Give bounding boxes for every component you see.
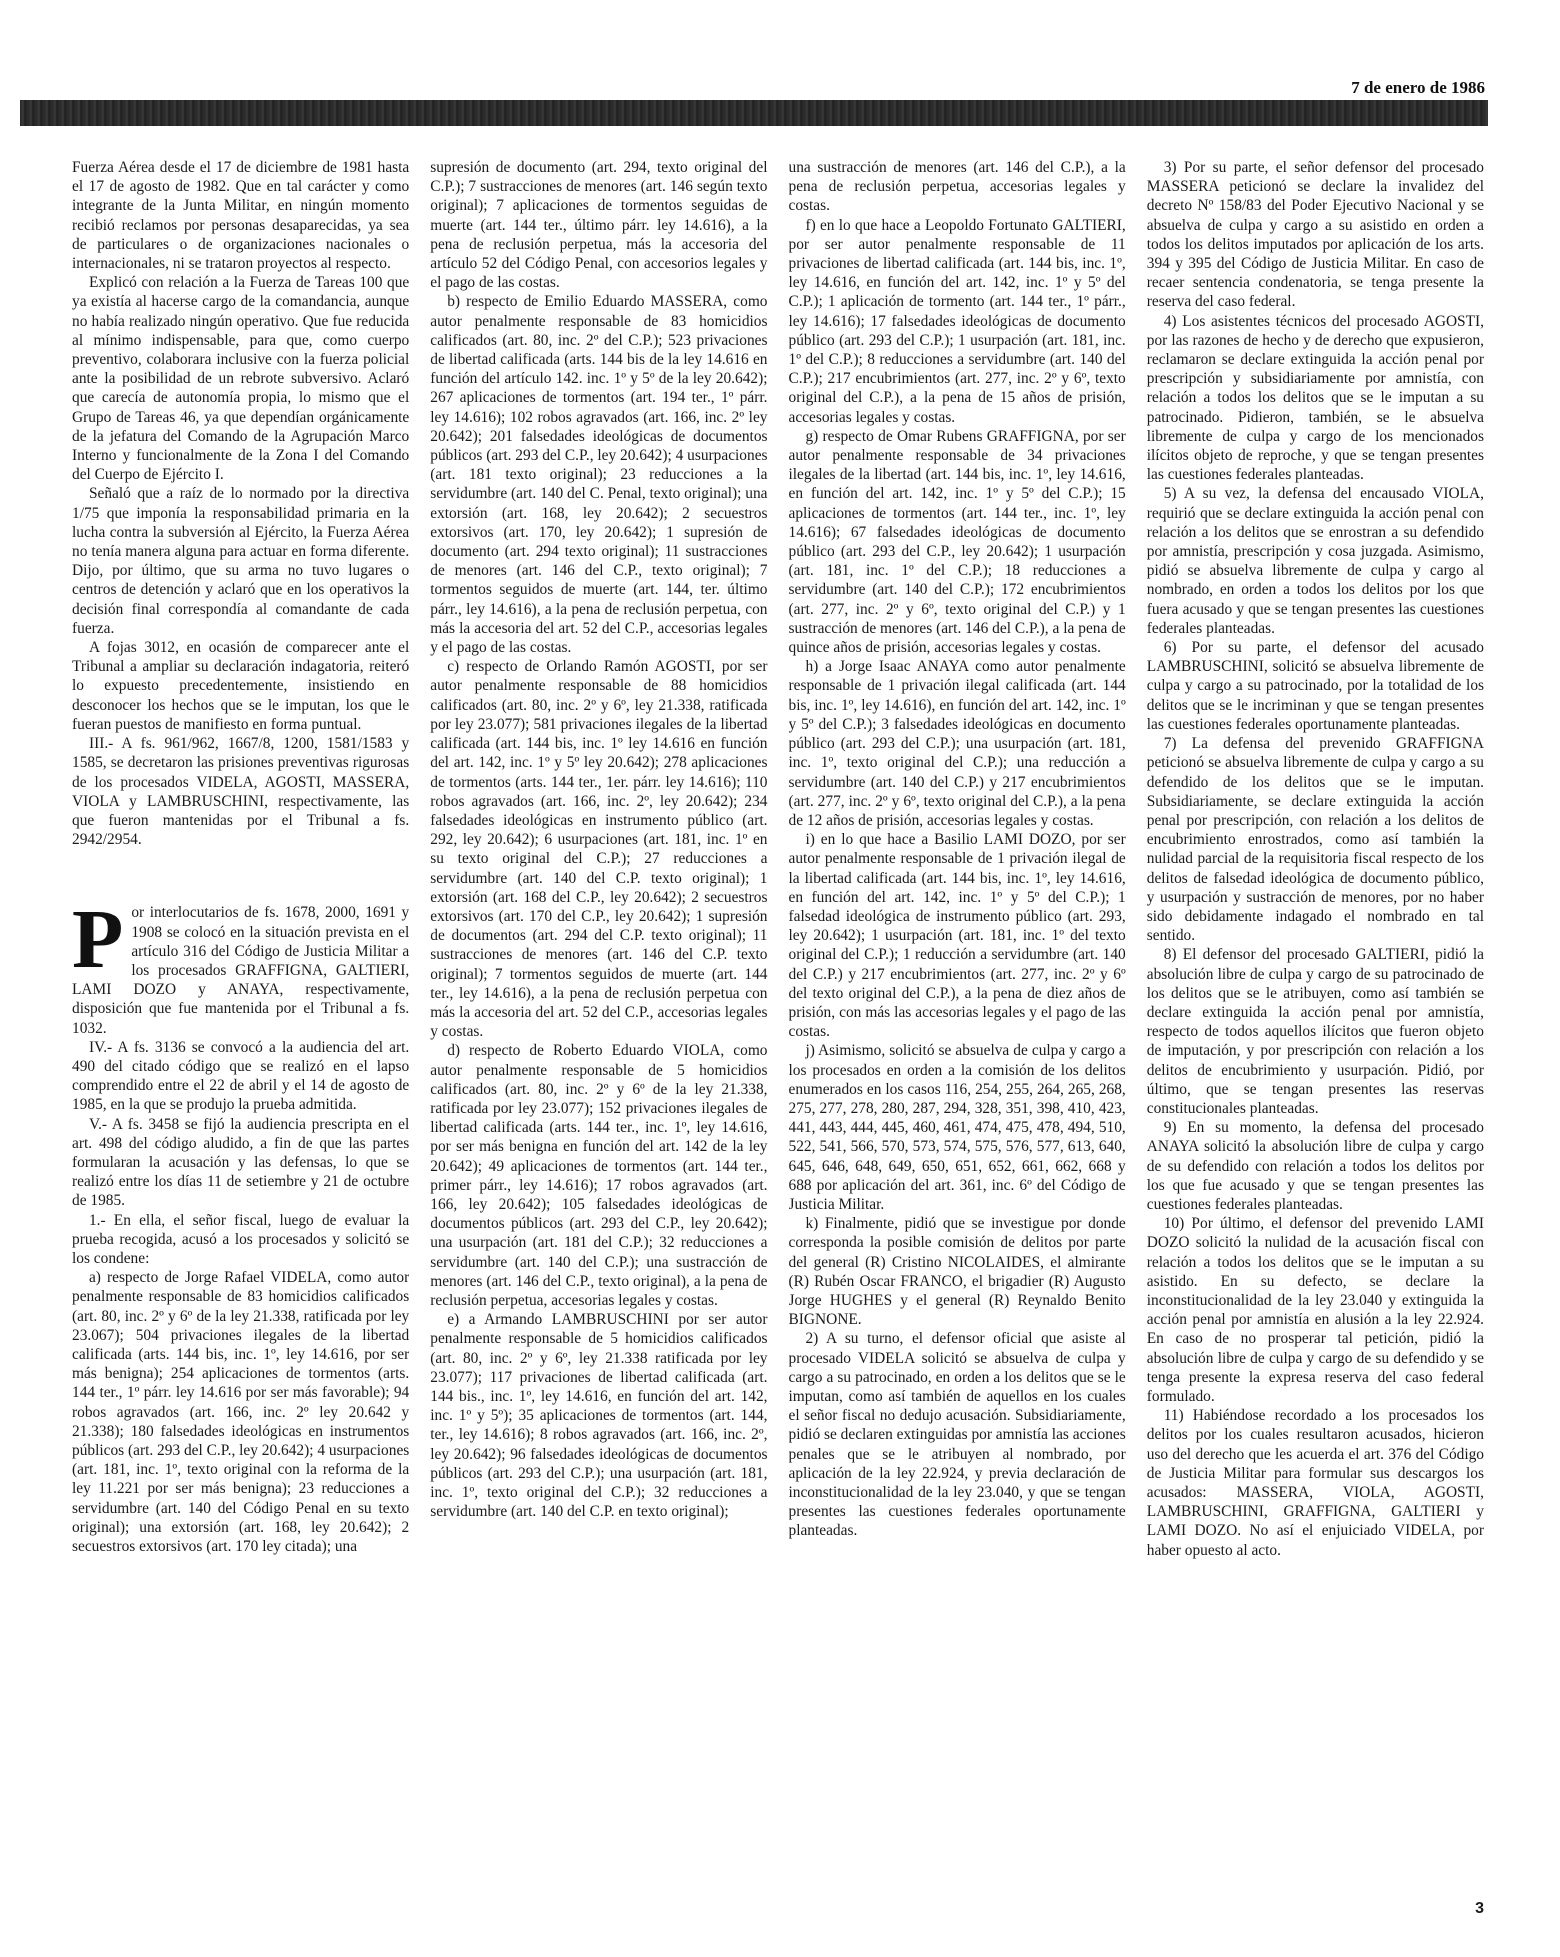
paragraph: 6) Por su parte, el defensor del acusado LAMBRUSCHINI, solicitó se absuelva libremente de culpa y cargo a su patrocinado, por la totalidad de los delitos que se le incriminan y que se tengan presentes las cuestiones federales oportunamente planteadas. [1146, 639, 1484, 733]
column-2 [430, 158, 767, 1873]
paragraph: 8) El defensor del procesado GALTIERI, pidió la absolución libre de culpa y cargo de su patrocinado de los delitos que se le atribuyen, como así también se declare extinguida la acción penal por amnistía, respecto de todos aquellos ilícitos que fueron objeto de imputación, y por prescripción con relación a los delitos de encubrimiento y usurpación. Pidió, por último, que se tengan presentes las reservas constitucionales planteadas. [1146, 946, 1484, 1117]
paragraph: A fojas 3012, en ocasión de comparecer ante el Tribunal a ampliar su declaración indagatoria, reiteró lo expuesto precedentemente, insistiendo en desconocer los hechos que se le imputan, los que le fueran puestos de manifiesto en forma puntual. [72, 639, 410, 733]
paragraph: 4) Los asistentes técnicos del procesado AGOSTI, por las razones de hecho y de derecho que expusieron, reclamaron se declare extinguida la acción penal por prescripción y subsidiariamente por amnistía, con relación a todos los delitos que se le imputan a su patrocinado. Pidieron, también, se le absuelva libremente de culpa y cargo de los mencionados ilícitos objeto de reproche, y que se tengan presentes las cuestiones federales planteadas. [1146, 312, 1484, 484]
paragraph: g) respecto de Omar Rubens GRAFFIGNA, por ser autor penalmente responsable de 34 privaciones ilegales de la libertad (art. 144 bis, inc. 1º, ley 14.616, en función del art. 142, inc. 1º y 5º del C.P.); 15 aplicaciones de tormentos (art. 144 ter., inc. 1º, ley 14.616); 67 falsedades ideológicas de documento público (art. 293 del C.P., ley 20.642); 1 usurpación (art. 181, inc. 1º del C.P.); 18 reducciones a servidumbre (art. 140 del C.P.); 172 encubrimientos (art. 277, inc. 2º y 6º, texto original del C.P.) y 1 sustracción de menores (art. 146 del C.P.), a la pena de quince años de prisión, accesorias legales y costas. [788, 427, 1126, 657]
paragraph: Explicó con relación a la Fuerza de Tareas 100 que ya existía al hacerse cargo de la comandancia, aunque no había realizado ningún operativo. Que fue reducida al mínimo indispensable, para que, como cuerpo preventivo, colaborara inclusive con la fuerza policial ante la posibilidad de un rebrote subversivo. Aclaró que carecía de autonomía propia, lo mismo que el Grupo de Tareas 46, ya que dependían orgánicamente de la jefatura del Comando de la Agrupación Marco Interno y funcionalmente de la Zona I del Comando del Cuerpo de Ejército I. [72, 274, 410, 484]
header-rule-bar [20, 100, 1488, 126]
paragraph: 5) A su vez, la defensa del encausado VIOLA, requirió que se declare extinguida la acción penal con relación a los delitos que se enrostran a su defendido por amnistía, prescripción y cosa juzgada. Asimismo, pidió se absuelva libremente de culpa y cargo al nombrado, en orden a todos los delitos por los que fuera acusado y que se tengan presentes las cuestiones federales planteadas. [1146, 485, 1484, 637]
paragraph: f) en lo que hace a Leopoldo Fortunato GALTIERI, por ser autor penalmente responsable de 11 privaciones de libertad calificada (art. 144 bis, inc. 1º, ley 14.616, en función del art. 142, inc. 1º y 5º del C.P.); 1 aplicación de tormento (art. 144 ter., 1º párr., ley 14.616); 17 falsedades ideológicas de documento público (art. 293 del C.P.); 1 usurpación (art. 181, inc. 1º del C.P.); 8 reducciones a servidumbre (art. 140 del C.P.); 217 encubrimientos (art. 277, inc. 2º y 6º, texto original del C.P.), a la pena de 15 años de prisión, accesorias legales y costas. [788, 216, 1126, 426]
column-1 [72, 158, 409, 1873]
paragraph: 10) Por último, el defensor del prevenido LAMI DOZO solicitó la nulidad de la acusación fiscal con relación a todos los delitos que se le imputan a su asistido. En su defecto, se declare la inconstitucionalidad de la ley 23.040 y extinguida la acción penal por amnistía en alusión a la ley 22.924. En caso de no prosperar tal petición, pidió la absolución libre de culpa y cargo de su defendido y se tenga presente la expresa reserva del caso federal formulado. [1146, 1215, 1484, 1405]
paragraph: j) Asimismo, solicitó se absuelva de culpa y cargo a los procesados en orden a la comisión de los delitos enumerados en los casos 116, 254, 255, 264, 265, 268, 275, 277, 278, 280, 287, 294, 328, 351, 398, 410, 423, 441, 443, 444, 445, 460, 461, 474, 475, 478, 494, 510, 522, 541, 566, 570, 573, 574, 575, 576, 577, 613, 640, 645, 646, 648, 649, 650, 651, 652, 661, 662, 668 y 688 por aplicación del art. 361, inc. 6º del Código de Justicia Militar. [788, 1042, 1126, 1213]
paragraph: 9) En su momento, la defensa del procesado ANAYA solicitó la absolución libre de culpa y cargo de su defendido con relación a todos los delitos por los que fue acusado y que se tengan presentes las cuestiones federales planteadas. [1146, 1119, 1484, 1213]
paragraph: supresión de documento (art. 294, texto original del C.P.); 7 sustracciones de menores (art. 146 según texto original); 7 aplicaciones de tormentos seguidas de muerte (art. 144 ter., último párr. ley 14.616), a la pena de reclusión perpetua, más la accesoria del artículo 52 del Código Penal, con accesorios legales y el pago de las costas. [430, 159, 768, 292]
paragraph: 3) Por su parte, el señor defensor del procesado MASSERA peticionó se declare la invalidez del decreto Nº 158/83 del Poder Ejecutivo Nacional y se absuelva de culpa y cargo a su asistido en orden a todos los delitos imputados por aplicación de los arts. 394 y 395 del Código de Justicia Militar. En caso de recaer sentencia condenatoria, se tenga presente la reserva del caso federal. [1146, 159, 1484, 311]
paragraph: III.- A fs. 961/962, 1667/8, 1200, 1581/1583 y 1585, se decretaron las prisiones preventivas rigurosas de los procesados VIDELA, AGOSTI, MASSERA, VIOLA y LAMBRUSCHINI, respectivamente, las que fueron mantenidas por el Tribunal a fs. 2942/2954. [72, 735, 410, 849]
paragraph: c) respecto de Orlando Ramón AGOSTI, por ser autor penalmente responsable de 88 homicidios calificados (art. 80, inc. 2º y 6º, ley 21.338, ratificada por ley 23.077); 581 privaciones ilegales de la libertad calificada (art. 144 bis, inc. 1º ley 14.616 en función del art. 142, inc. 1º y 5º ley 20.642); 278 aplicaciones de tormentos (arts. 144 ter., 1er. párr. ley 14.616); 110 robos agravados (art. 166, inc. 2º, ley 20.642); 234 falsedades ideológicas en instrumento público (art. 292, ley 20.642); 6 usurpaciones (art. 181, inc. 1º en su texto original del C.P.); 27 reducciones a servidumbre (art. 140 del C.P. texto original); 1 extorsión (art. 168 del C.P., ley 20.642); 2 secuestros extorsivos (art. 170 del C.P., ley 20.642); 1 supresión de documentos (art. 294 del C.P. texto original); 11 sustracciones de menores (art. 146 del C.P. texto original); 7 tormentos seguidos de muerte (art. 144 ter., ley 14.616), a la pena de reclusión perpetua con más la accesoria del art. 52 del C.P., accesorias legales y costas. [430, 658, 768, 1041]
paragraph: Fuerza Aérea desde el 17 de diciembre de 1981 hasta el 17 de agosto de 1982. Que en tal carácter y como integrante de la Junta Militar, en ningún momento recibió reclamos por personas desaparecidas, ya sea de particulares o de organizaciones nacionales o internacionales, ni se trataron proyectos al respecto. [72, 159, 410, 273]
dropcap-paragraph-text: or interlocutarios de fs. 1678, 2000, 1691 y 1908 se colocó en la situación prevista en el artículo 316 del Código de Justicia Militar a los procesados GRAFFIGNA, GALTIERI, LAMI DOZO y ANAYA, respectivamente, disposición que fue mantenida por el Tribunal a fs. 1032. [72, 904, 410, 1037]
column-3 [789, 158, 1126, 1873]
paragraph: 1.- En ella, el señor fiscal, luego de evaluar la prueba recogida, acusó a los procesados y solicitó se los condene: [72, 1211, 410, 1267]
paragraph: una sustracción de menores (art. 146 del C.P.), a la pena de reclusión perpetua, accesorias legales y costas. [788, 159, 1126, 215]
paragraph: d) respecto de Roberto Eduardo VIOLA, como autor penalmente responsable de 5 homicidios calificados (art. 80, inc. 2º y 6º de la ley 21.338, ratificada por ley 23.077); 152 privaciones ilegales de libertad calificada (arts. 144 ter., inc. 1º, ley 14.616, por ser más benigna en función del art. 142 de la ley 20.642); 49 aplicaciones de tormentos (art. 144 ter., primer párr., ley 14.616); 17 robos agravados (art. 166, ley 20.642); 105 falsedades ideológicas de documentos públicos (art. 293 del C.P., ley 20.642); una usurpación (art. 181 del C.P.); 32 reducciones a servidumbre (art. 140 del C.P.); una sustracción de menores (art. 146 del C.P., texto original), a la pena de reclusión perpetua, accesorias legales y costas. [430, 1042, 768, 1309]
paragraph: Señaló que a raíz de lo normado por la directiva 1/75 que imponía la responsabilidad primaria en la lucha contra la subversión al Ejército, la Fuerza Aérea no tenía manera alguna para actuar en forma diferente. Dijo, por último, que su arma no tuvo lugares o centros de detención y aclaró que en los operativos la decisión final correspondía al comandante de cada fuerza. [72, 485, 410, 637]
article-columns [72, 158, 1484, 1873]
paragraph: V.- A fs. 3458 se fijó la audiencia prescripta en el art. 498 del código aludido, a fin de que las partes formularan la acusación y las defensas, lo que se realizó entre los días 11 de setiembre y 21 de octubre de 1985. [72, 1115, 410, 1210]
paragraph: e) a Armando LAMBRUSCHINI por ser autor penalmente responsable de 5 homicidios calificados (art. 80, inc. 2º y 6º, ley 21.338 ratificada por ley 23.077); 117 privaciones de libertad calificada (art. 144 bis., inc. 1º, ley 14.616, en función del art. 142, inc. 1º y 5º); 35 aplicaciones de tormentos (art. 144, ter., ley 14.616); 8 robos agravados (art. 166, inc. 2º, ley 20.642); 96 falsedades ideológicas de documentos públicos (art. 293 del C.P.); una usurpación (art. 181, inc. 1º, texto original del C.P.); 32 reducciones a servidumbre (art. 140 del C.P. en texto original); [430, 1311, 768, 1521]
paragraph: i) en lo que hace a Basilio LAMI DOZO, por ser autor penalmente responsable de 1 privación ilegal de la libertad calificada (art. 144 bis, inc. 1º, ley 14.616, en función del art. 142, inc. 1º y 5º del C.P.); 1 falsedad ideológica de instrumento público (art. 293, ley 20.642); 1 usurpación (art. 181, inc. 1º del texto original del C.P.); 1 reducción a servidumbre (art. 140 del C.P.) y 217 encubrimientos (art. 277, inc. 2º y 6º del texto original del C.P.), a la pena de diez años de prisión, con más las accesorias legales y el pago de las costas. [788, 831, 1126, 1041]
paragraph: b) respecto de Emilio Eduardo MASSERA, como autor penalmente responsable de 83 homicidios calificados (art. 80, inc. 2º del C.P.); 523 privaciones de libertad calificada (arts. 144 bis de la ley 14.616 en función del artículo 142. inc. 1º y 5º de la ley 20.642); 267 aplicaciones de tormentos (art. 194 ter., 1º párr. ley 14.616); 102 robos agravados (art. 166, inc. 2º ley 20.642); 201 falsedades ideológicas de documentos públicos (art. 293 del C.P., ley 20.642); 4 usurpaciones (art. 181 texto original); 23 reducciones a la servidumbre (art. 140 del C. Penal, texto original); una extorsión (art. 168, ley 20.642); 2 secuestros extorsivos (art. 170, ley 20.642); 1 supresión de documento (art. 294 texto original); 11 sustracciones de menores (art. 146 del C.P., texto original); 7 tormentos seguidos de muerte (art. 144, ter. último párr., ley 14.616), a la pena de reclusión perpetua, con más la accesoria del art. 52 del C.P., accesorias legales y el pago de las costas. [430, 293, 768, 657]
paragraph: h) a Jorge Isaac ANAYA como autor penalmente responsable de 1 privación ilegal calificada (art. 144 bis, inc. 1º, ley 14.616), en función del art. 142, inc. 1º y 5º del C.P.); 3 falsedades ideológicas en documento público (art. 293 del C.P.); una usurpación (art. 181, inc. 1º, texto original del C.P.); una reducción a servidumbre (art. 140 del C.P.) y 217 encubrimientos (art. 277, inc. 2º y 6º, texto original del C.P.), a la pena de 12 años de prisión, accesorias legales y costas. [788, 658, 1126, 829]
paragraph: 7) La defensa del prevenido GRAFFIGNA peticionó se absuelva libremente de culpa y cargo a su defendido de los delitos que se le imputan. Subsidiariamente, se declare extinguida la acción penal por prescripción, con relación a los delitos de encubrimiento enrostrados, como así también la nulidad parcial de la requisitoria fiscal respecto de los delitos de falsedad ideológica de documento público, y usurpación y sustracción de menores, por no haber sido debidamente indagado el nombrado en tal sentido. [1146, 735, 1484, 945]
issue-date: 7 de enero de 1986 [1351, 78, 1485, 97]
paragraph: IV.- A fs. 3136 se convocó a la audiencia del art. 490 del citado código que se realizó en el lapso comprendido entre el 22 de abril y el 14 de agosto de 1985, en la que se produjo la prueba admitida. [72, 1038, 410, 1114]
paragraph: a) respecto de Jorge Rafael VIDELA, como autor penalmente responsable de 83 homicidios calificados (art. 80, inc. 2º y 6º de la ley 21.338, ratificada por ley 23.067); 504 privaciones ilegales de la libertad calificada (arts. 144 bis, inc. 1º, ley 14.616, por ser más benigna); 254 aplicaciones de tormentos (arts. 144 ter., 1º párr. ley 14.616 por ser más favorable); 94 robos agravados (art. 166, inc. 2º ley 20.642 y 21.338); 180 falsedades ideológicas en instrumentos públicos (art. 293 del C.P., ley 20.642); 4 usurpaciones (art. 181, inc. 1º, texto original con la reforma de la ley 11.221 por ser más benigna); 23 reducciones a servidumbre (art. 140 del Código Penal en su texto original); una extorsión (art. 168, ley 20.642); 2 secuestros extorsivos (art. 170 ley citada); una [72, 1269, 410, 1556]
paragraph: 11) Habiéndose recordado a los procesados los delitos por los cuales resultaron acusados, hicieron uso del derecho que les acuerda el art. 376 del Código de Justicia Militar para formular sus descargos los acusados: MASSERA, VIOLA, AGOSTI, LAMBRUSCHINI, GRAFFIGNA, GALTIERI y LAMI DOZO. No así el enjuiciado VIDELA, por haber opuesto al acto. [1146, 1407, 1484, 1559]
paragraph: 2) A su turno, el defensor oficial que asiste al procesado VIDELA solicitó se absuelva de culpa y cargo a su patrocinado, en orden a los delitos que se le imputan, como así también de aquellos en los cuales el señor fiscal no dedujo acusación. Subsidiariamente, pidió se declaren extinguidas por amnistía las acciones penales que se le atribuyen al nombrado, por aplicación de la ley 22.924, y previa declaración de inconstitucionalidad de la ley 23.040, y que se tengan presentes las cuestiones federales oportunamente planteadas. [788, 1330, 1126, 1540]
dropcap-paragraph [72, 893, 410, 1037]
column-4 [1147, 158, 1484, 1873]
page-number: 3 [1475, 1900, 1484, 1917]
paragraph: k) Finalmente, pidió que se investigue por donde corresponda la posible comisión de delitos por parte del general (R) Cristino NICOLAIDES, el almirante (R) Rubén Oscar FRANCO, el brigadier (R) Augusto Jorge HUGHES y el general (R) Reynaldo Benito BIGNONE. [788, 1215, 1126, 1329]
drop-cap-letter: P [72, 893, 124, 987]
